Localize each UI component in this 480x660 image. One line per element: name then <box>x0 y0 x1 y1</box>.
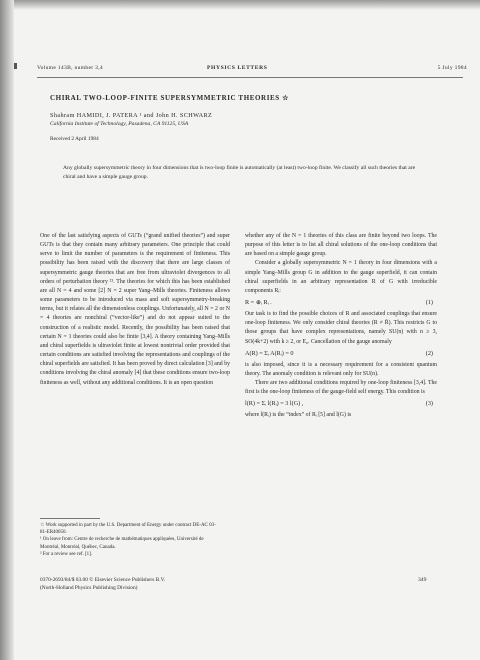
right-paragraph-2: Consider a globally supersymmetric N = 1 theory in four dimensions with a simple Yang–Mills group G in addition to the gauge superfield, it can contain chiral superfields in an arbitrary representation R of G with irreducible components Rᵢ: <box>245 260 437 294</box>
left-paragraph-1: One of the last satisfying aspects of GUTs (“grand unified theories”) and super GUTs is that they contain many arbitrary parameters. One principle that could serve to limit the number of parameters is the requirement of finiteness. This possibility has been raised with the discovery that there are large classes of supersymmetric gauge theories that are free from ultraviolet divergences to all orders of perturbation theory ²¹. The theories for which this has been established are all N = 4 and some [2] N = 2 super Yang–Mills theories. Finiteness allows some parameters to be introduced via mass and soft supersymmetry-breaking terms, but it relates all the dimensionless couplings. Unfortunately, all N = 2 or N = 4 theories are nonchiral (“vector-like”) and do not appear suited to the construction of a realistic model. Recently, the possibility has been raised that certain N = 1 theories could also be finite [3,4]. A theory containing Yang–Mills and chiral superfields is ultraviolet finite at lowest nontrivial order provided that certain conditions are satisfied involving the representations and couplings of the chiral superfields are satisfied. It has been proved by direct calculation [3] and by conditions involving the chiral anomaly [4] that these conditions ensure two-loop finiteness as well, without any additional conditions. It is an open question <box>40 233 230 386</box>
abstract: Any globally supersymmetric theory in four dimensions that is two-loop finite is automatically (at least) two-loop finite. We classify all such theories that are chiral and have a simple gauge group. <box>63 165 416 180</box>
equation-2 <box>245 347 437 361</box>
margin-mark <box>14 63 17 69</box>
scan-shadow-top <box>0 0 480 10</box>
equation-2-body: A(R) = Σᵢ A(Rᵢ) = 0 <box>245 349 294 357</box>
header-rule <box>37 77 463 78</box>
equation-3 <box>245 397 437 411</box>
volume-label: Volume 143B, number 3,4 <box>37 65 103 71</box>
affiliation: California Institute of Technology, Pasadena, CA 91125, USA <box>50 121 189 127</box>
equation-1-body: R = ⊕ᵢ Rᵢ . <box>245 299 272 307</box>
imprint-line-2: (North-Holland Physics Publishing Division) <box>40 585 138 591</box>
scan-shadow-left <box>0 0 14 660</box>
paper-title: CHIRAL TWO-LOOP-FINITE SUPERSYMMETRIC THEORIES ☆ <box>50 94 290 102</box>
equation-2-number: (2) <box>425 349 433 357</box>
paper-authors: Shahram HAMIDI, J. PATERA ¹ and John H. SCHWARZ <box>50 112 213 119</box>
right-paragraph-1: whether any of the N = 1 theories of this class are finite beyond two loops. The purpose of this letter is to list all chiral solutions of the one-loop conditions that are based on a simple gauge group. <box>245 233 437 258</box>
publisher-imprint <box>40 576 260 592</box>
footnotes <box>40 522 220 558</box>
right-paragraph-4: is also imposed, since it is a necessary requirement for a consistent quantum theory. The anomaly condition is relevant only for SU(n). <box>245 361 437 377</box>
received-date: Received 2 April 1984 <box>50 136 99 142</box>
footnote-2: ¹ On leave from: Centre de recherche de mathématiques appliquées, Université de Montréal, Montréal, Québec, Canada. <box>40 537 204 550</box>
right-paragraph-3: Our task is to find the possible choices of R and associated couplings that ensure one-loop finiteness. We only consider chiral theories (R ≠ R̄). This restricts G to those groups that have complex representations, namely SU(n) with n ≥ 3, SO(4k+2) with k ≥ 2, or E₆. Cancellation of the gauge anomaly <box>245 311 437 345</box>
equation-1-number: (1) <box>425 299 433 307</box>
footnote-1: ☆ Work supported in part by the U.S. Department of Energy under contract DE-AC 03-81-ER40050. <box>40 523 216 536</box>
footnote-3: ² For a review see ref. [1]. <box>40 551 93 557</box>
equation-3-number: (3) <box>425 400 433 408</box>
equation-3-body: l(R) = Σᵢ l(Rᵢ) = 3 l(G) , <box>245 400 304 408</box>
footnote-rule <box>40 518 100 519</box>
imprint-line-1: 0370-2693/84/$ 03.00 © Elsevier Science Publishers B.V. <box>40 577 166 583</box>
page-number: 349 <box>418 577 427 583</box>
issue-date: 5 July 1984 <box>437 65 467 71</box>
right-column <box>245 232 437 421</box>
equation-1 <box>245 296 437 310</box>
right-paragraph-6: where l(Rᵢ) is the “index” of Rᵢ [5] and l(G) is <box>245 412 352 419</box>
left-column <box>40 232 230 388</box>
right-paragraph-5: There are two additional conditions required by one-loop finiteness [3,4]. The first is the one-loop finiteness of the gauge-field self energy. This condition is <box>245 380 437 396</box>
journal-name: PHYSICS LETTERS <box>207 65 268 71</box>
